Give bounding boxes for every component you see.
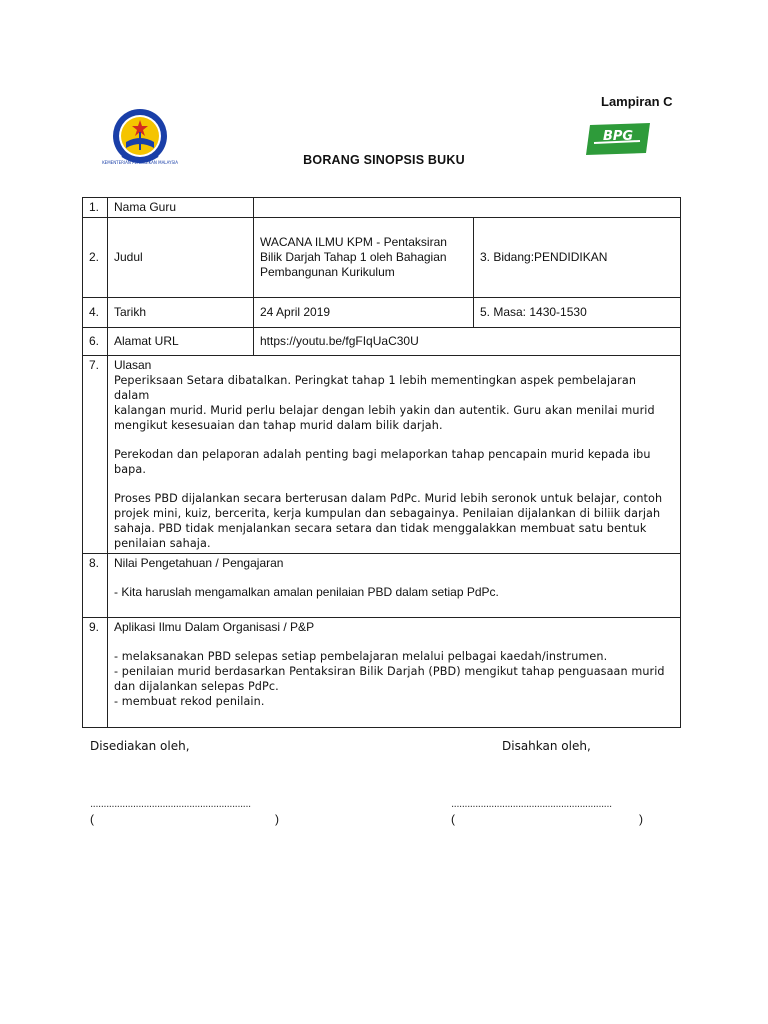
row-number: 4. — [83, 298, 108, 328]
approved-by-open-paren: ( — [451, 812, 455, 826]
row-url — [83, 328, 681, 356]
row-application — [83, 618, 681, 728]
title-line: Bilik Darjah Tahap 1 oleh Bahagian — [260, 250, 447, 264]
review-paragraph — [114, 447, 674, 477]
url-value[interactable]: https://youtu.be/fgFIqUaC30U — [254, 328, 681, 356]
review-line: mengikut kesesuaian dan tahap murid dalam bilik darjah. — [114, 419, 443, 432]
row-teacher-name — [83, 198, 681, 218]
review-line: penilaian sahaja. — [114, 537, 211, 550]
prepared-by-open-paren: ( — [90, 812, 94, 826]
label-teacher-name: Nama Guru — [108, 198, 254, 218]
prepared-by-close-paren: ) — [275, 812, 279, 826]
row-values — [83, 554, 681, 618]
application-list — [114, 649, 674, 709]
values-section — [108, 554, 681, 618]
teacher-name-field[interactable] — [254, 198, 681, 218]
row-number: 8. — [83, 554, 108, 618]
label-application: Aplikasi Ilmu Dalam Organisasi / P&P — [114, 620, 315, 634]
prepared-by-signature-line[interactable]: ............................................................ — [90, 799, 251, 810]
label-values: Nilai Pengetahuan / Pengajaran — [114, 556, 284, 570]
values-text: - Kita haruslah mengamalkan amalan penilaian PBD dalam setiap PdPc. — [114, 585, 499, 599]
review-line: Perekodan dan pelaporan adalah penting bagi melaporkan tahap pencapain murid kepada ibu — [114, 448, 651, 461]
row-date — [83, 298, 681, 328]
row-number: 9. — [83, 618, 108, 728]
field-value: 3. Bidang:PENDIDIKAN — [474, 218, 681, 298]
time-value: 5. Masa: 1430-1530 — [474, 298, 681, 328]
label-url: Alamat URL — [108, 328, 254, 356]
review-line: Proses PBD dijalankan secara berterusan dalam PdPc. Murid lebih seronok untuk belajar, contoh — [114, 492, 663, 505]
review-paragraph — [114, 373, 674, 433]
title-line: WACANA ILMU KPM - Pentaksiran — [260, 235, 447, 249]
bpg-logo-text: BPG — [602, 129, 634, 144]
application-item: - melaksanakan PBD selepas setiap pembelajaran melalui pelbagai kaedah/instrumen. — [114, 650, 608, 663]
label-review: Ulasan — [114, 358, 152, 372]
kpm-logo-text: KEMENTERIAN PENDIDIKAN MALAYSIA — [102, 160, 178, 165]
title-value — [254, 218, 474, 298]
prepared-by-label: Disediakan oleh, — [90, 739, 190, 753]
row-number: 2. — [83, 218, 108, 298]
form-title: BORANG SINOPSIS BUKU — [303, 153, 465, 167]
review-section — [108, 356, 681, 554]
review-line: bapa. — [114, 463, 146, 476]
review-line: kalangan murid. Murid perlu belajar dengan lebih yakin dan autentik. Guru akan menilai murid — [114, 404, 655, 417]
attachment-label: Lampiran C — [601, 94, 673, 109]
review-line: sahaja. PBD tidak menjalankan secara setara dan tidak menggalakkan membuat satu bentuk — [114, 522, 647, 535]
approved-by-signature-line[interactable]: ............................................................ — [451, 799, 612, 810]
row-review — [83, 356, 681, 554]
row-number: 1. — [83, 198, 108, 218]
approved-by-close-paren: ) — [639, 812, 643, 826]
row-title — [83, 218, 681, 298]
synopsis-form — [82, 197, 681, 728]
date-value: 24 April 2019 — [254, 298, 474, 328]
label-title: Judul — [108, 218, 254, 298]
review-line: projek mini, kuiz, bercerita, kerja kumpulan dan sebagainya. Penilaian dijalankan di biliik darjah — [114, 507, 661, 520]
approved-by-label: Disahkan oleh, — [502, 739, 591, 753]
bpg-logo — [584, 121, 652, 157]
row-number: 7. — [83, 356, 108, 554]
review-line: Peperiksaan Setara dibatalkan. Peringkat tahap 1 lebih mementingkan aspek pembelajaran dalam — [114, 374, 637, 402]
application-item: - penilaian murid berdasarkan Pentaksiran Bilik Darjah (PBD) mengikut tahap penguasaan murid — [114, 665, 665, 678]
application-section — [108, 618, 681, 728]
row-number: 6. — [83, 328, 108, 356]
title-line: Pembangunan Kurikulum — [260, 265, 395, 279]
label-date: Tarikh — [108, 298, 254, 328]
application-item: dan dijalankan selepas PdPc. — [114, 680, 279, 693]
review-paragraph — [114, 491, 674, 551]
application-item: - membuat rekod penilain. — [114, 695, 265, 708]
